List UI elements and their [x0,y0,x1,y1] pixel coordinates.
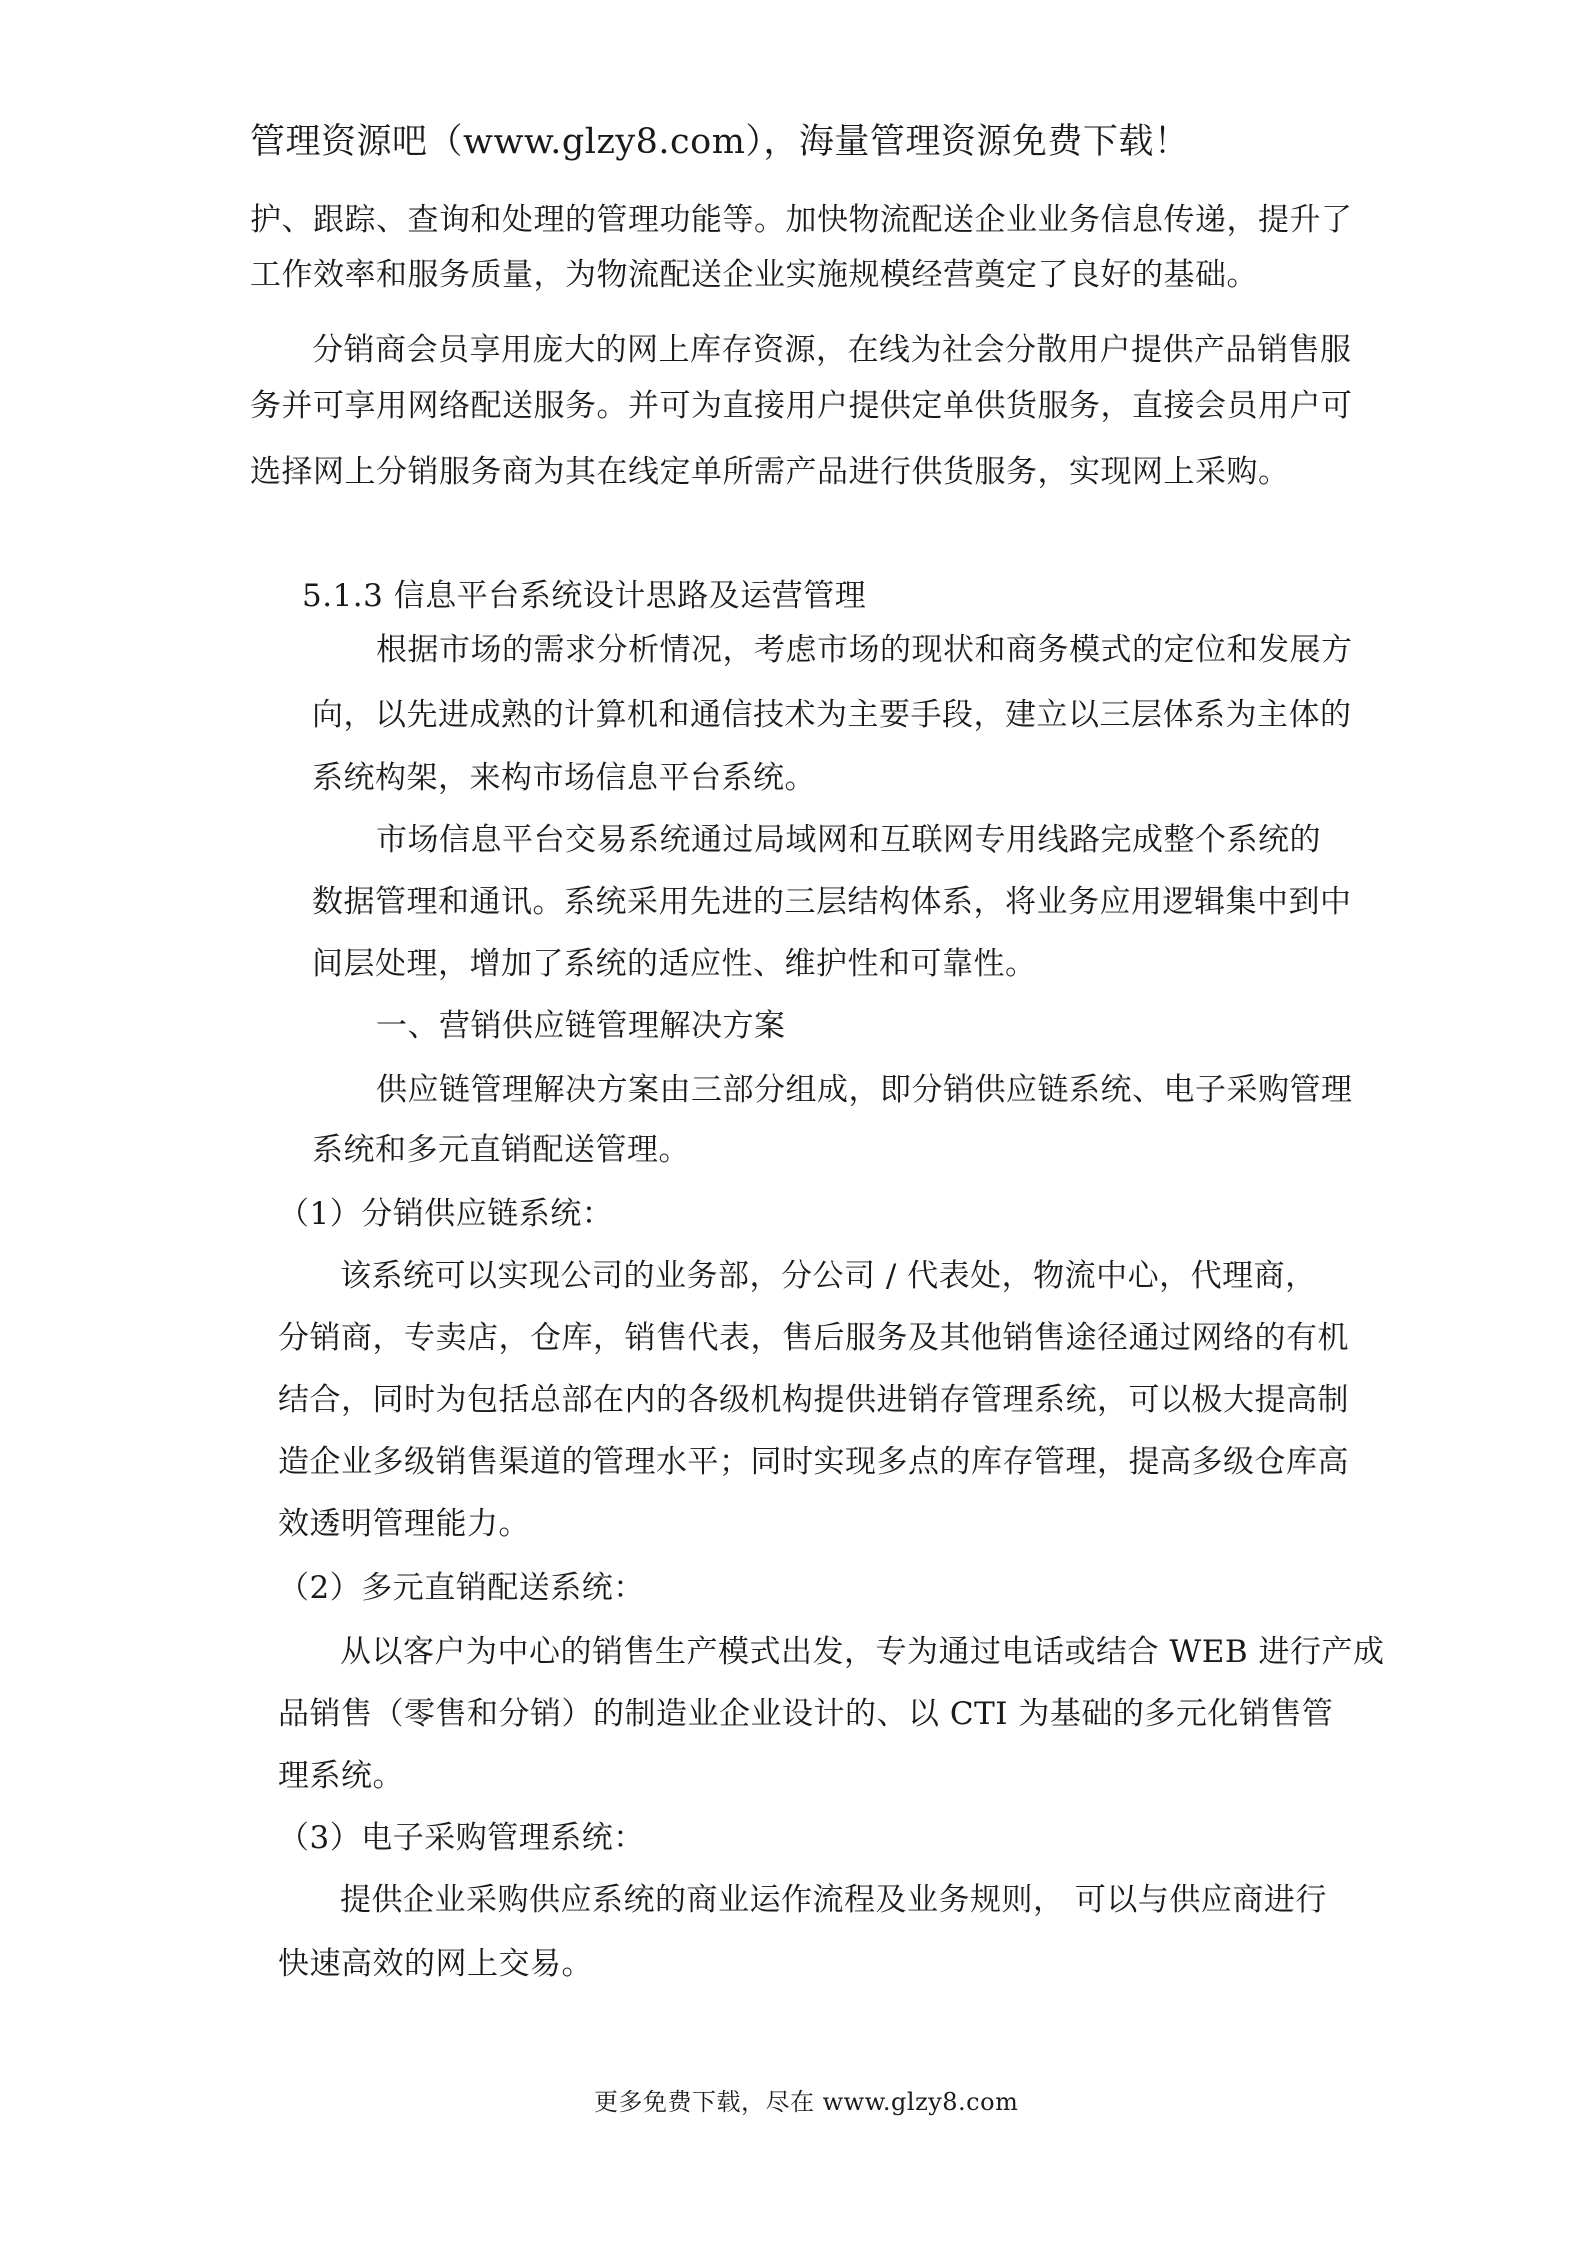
page-header: 管理资源吧（www.glzy8.com），海量管理资源免费下载！ [250,122,1190,162]
paragraph-line: 根据市场的需求分析情况，考虑市场的现状和商务模式的定位和发展方 [376,632,1353,668]
paragraph-line: 系统构架，来构市场信息平台系统。 [312,760,816,796]
paragraph-line: 理系统。 [278,1758,404,1794]
paragraph-line: 工作效率和服务质量，为物流配送企业实施规模经营奠定了良好的基础。 [250,257,1258,293]
paragraph-line: 间层处理，增加了系统的适应性、维护性和可靠性。 [312,946,1037,982]
subsection-heading: 一、营销供应链管理解决方案 [376,1008,786,1044]
paragraph-line: 品销售（零售和分销）的制造业企业设计的、以 CTI 为基础的多元化销售管 [278,1696,1334,1732]
paragraph-line: 分销商，专卖店，仓库，销售代表，售后服务及其他销售途径通过网络的有机 [278,1320,1349,1356]
paragraph-line: 市场信息平台交易系统通过局域网和互联网专用线路完成整个系统的 [376,822,1321,858]
section-heading: 5.1.3 信息平台系统设计思路及运营管理 [302,578,867,614]
paragraph-line: 分销商会员享用庞大的网上库存资源，在线为社会分散用户提供产品销售服 [312,332,1352,368]
paragraph-line: 系统和多元直销配送管理。 [312,1132,690,1168]
page-footer: 更多免费下载，尽在 www.glzy8.com [594,2088,1019,2116]
paragraph-line: 快速高效的网上交易。 [278,1946,593,1982]
paragraph-line: 结合，同时为包括总部在内的各级机构提供进销存管理系统，可以极大提高制 [278,1382,1349,1418]
paragraph-line: 选择网上分销服务商为其在线定单所需产品进行供货服务，实现网上采购。 [250,454,1290,490]
paragraph-line: 护、跟踪、查询和处理的管理功能等。加快物流配送企业业务信息传递，提升了 [250,202,1353,238]
paragraph-line: 从以客户为中心的销售生产模式出发，专为通过电话或结合 WEB 进行产成 [340,1634,1385,1670]
list-item-label: （1）分销供应链系统： [278,1196,614,1232]
paragraph-line: 供应链管理解决方案由三部分组成，即分销供应链系统、电子采购管理 [376,1072,1353,1108]
paragraph-line: 效透明管理能力。 [278,1506,530,1542]
paragraph-line: 造企业多级销售渠道的管理水平；同时实现多点的库存管理，提高多级仓库高 [278,1444,1349,1480]
paragraph-line: 提供企业采购供应系统的商业运作流程及业务规则， 可以与供应商进行 [340,1882,1327,1918]
list-item-label: （3）电子采购管理系统： [278,1820,645,1856]
paragraph-line: 该系统可以实现公司的业务部，分公司 / 代表处，物流中心，代理商， [340,1258,1317,1294]
list-item-label: （2）多元直销配送系统： [278,1570,645,1606]
paragraph-line: 务并可享用网络配送服务。并可为直接用户提供定单供货服务，直接会员用户可 [250,388,1353,424]
paragraph-line: 向，以先进成熟的计算机和通信技术为主要手段，建立以三层体系为主体的 [312,697,1352,733]
paragraph-line: 数据管理和通讯。系统采用先进的三层结构体系，将业务应用逻辑集中到中 [312,884,1352,920]
